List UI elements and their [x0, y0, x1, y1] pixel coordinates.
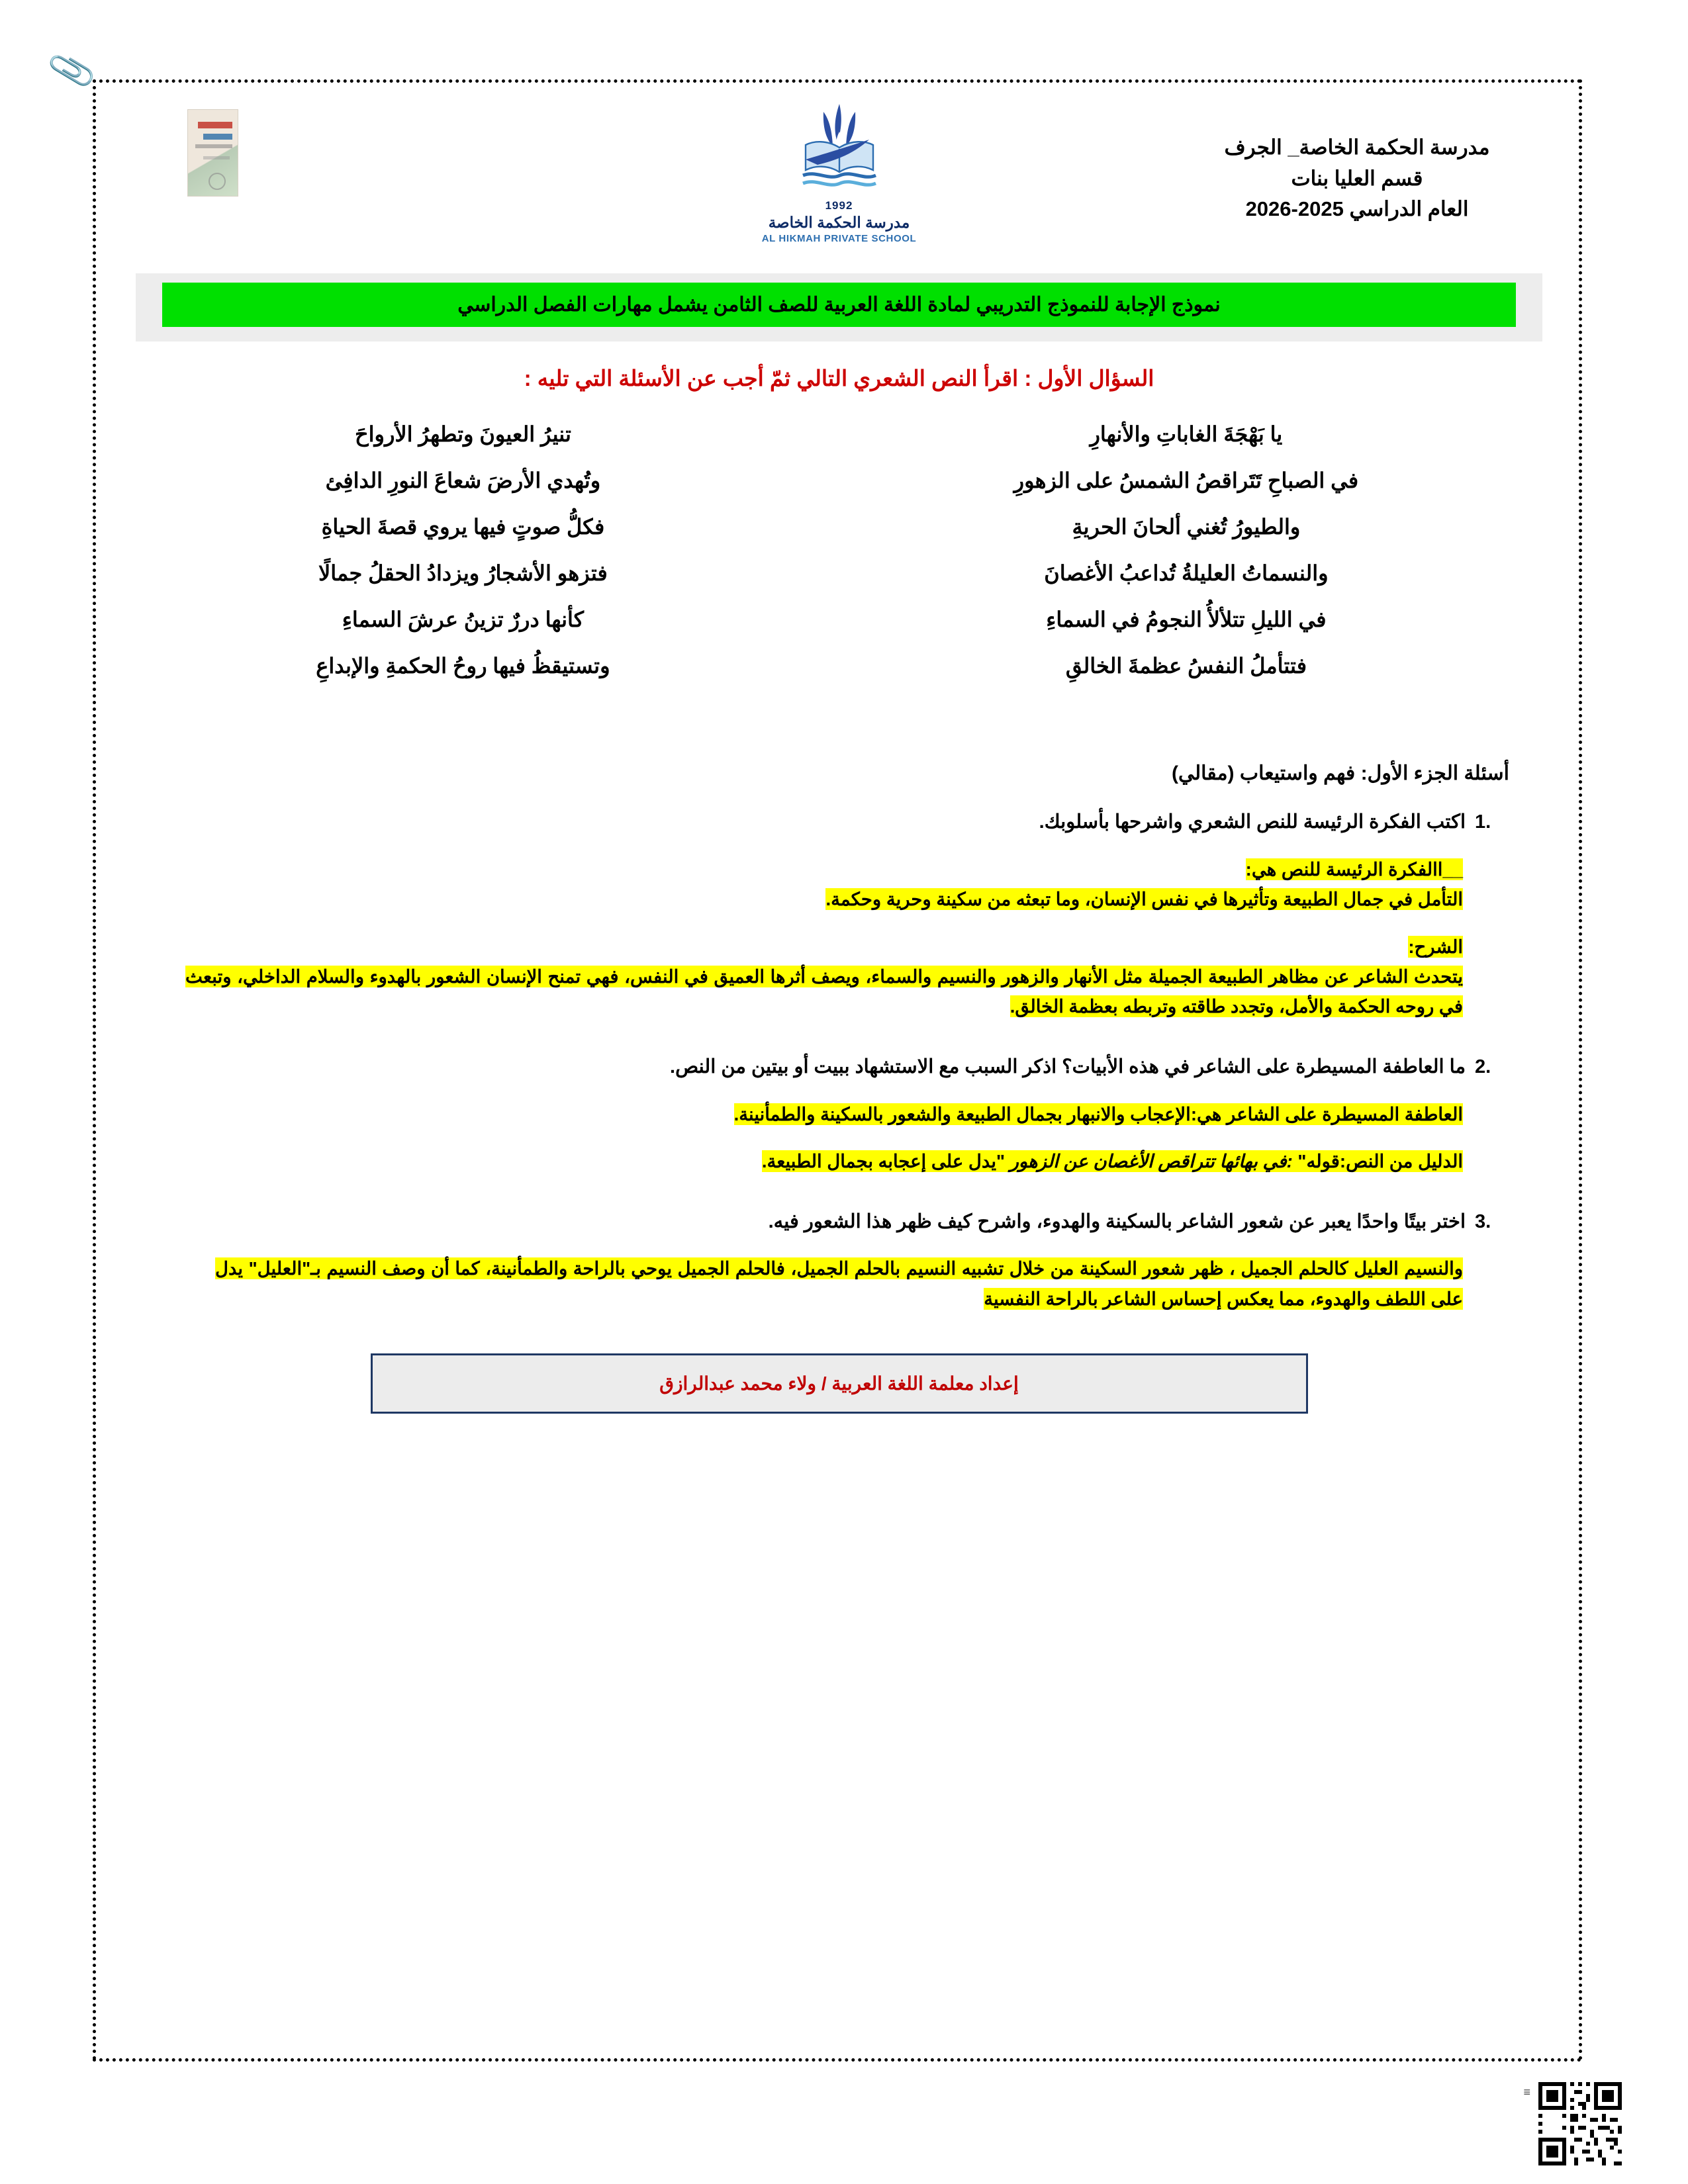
poem-table: [116, 411, 1562, 689]
qr-code-icon: [1538, 2082, 1622, 2165]
verse-hemistich-right: يا بَهْجَةَ الغاباتِ والأنهارِ: [1090, 422, 1283, 446]
main-question-heading: السؤال الأول : اقرأ النص الشعري التالي ثمّ أجب عن الأسئلة التي تليه :: [524, 366, 1154, 390]
answer-body: التأمل في جمال الطبيعة وتأثيرها في نفس الإنسان، وما تبعثه من سكينة وحرية وحكمة.: [825, 889, 1463, 910]
question-number: 1.: [1475, 811, 1491, 833]
verse-hemistich-right: فتتأملُ النفسُ عظمةَ الخالقِ: [1065, 654, 1307, 678]
evidence-prefix: الدليل من النص:قوله": [1292, 1151, 1463, 1172]
school-department: قسم العليا بنات: [1291, 166, 1423, 190]
prepared-by-text: إعداد معلمة اللغة العربية / ولاء محمد عبدالرازق: [659, 1373, 1019, 1394]
poem-verse-row: [116, 596, 1562, 643]
exam-title-banner: نموذج الإجابة للنموذج التدريبي لمادة اللغة العربية للصف الثامن يشمل مهارات الفصل الدراسي: [162, 283, 1516, 327]
verse-hemistich-right: والطيورُ تُغني ألحانَ الحريةِ: [1072, 515, 1301, 539]
answer-label: الشرح:: [1408, 936, 1463, 957]
question-number: 2.: [1475, 1056, 1491, 1077]
verse-hemistich-left: فتزهو الأشجارُ ويزدادُ الحقلُ جمالًا: [318, 561, 608, 585]
answer-2-emotion: [185, 1099, 1463, 1129]
logo-year: 1992: [825, 199, 853, 212]
verse-hemistich-left: وتستيقظُ فيها روحُ الحكمةِ والإبداعِ: [316, 654, 610, 678]
answer-2-evidence: [185, 1146, 1463, 1176]
document-content: [116, 96, 1562, 2042]
school-name: مدرسة الحكمة الخاصة_ الجرف: [1224, 136, 1490, 159]
document-header: [116, 96, 1562, 261]
answer-1-main-idea: [185, 854, 1463, 915]
answer-label: __االفكرة الرئيسة للنص هي:: [1245, 858, 1463, 880]
verse-hemistich-right: في الصباحِ تَتَراقصُ الشمسُ على الزهورِ: [1013, 469, 1359, 492]
verse-hemistich-left: فكلُّ صوتٍ فيها يروي قصةَ الحياةِ: [321, 515, 605, 539]
answer-body: العاطفة المسيطرة على الشاعر هي:الإعجاب والانبهار بجمال الطبيعة والشعور بالسكينة والطمأنينة.: [733, 1103, 1463, 1124]
question-number: 3.: [1475, 1210, 1491, 1232]
answer-body: والنسيم العليل كالحلم الجميل ، ظهر شعور السكينة من خلال تشبيه النسيم بالحلم الجميل، فالحلم الجميل يوحي بالراحة والطمأنينة، كما أن وصف النسيم بـ"العليل" يدل على اللطف والهدوء، مما يعكس إحساس الشاعر بالراحة النفسية: [215, 1258, 1463, 1309]
qr-side-mark: ≡: [1523, 2085, 1530, 2099]
academic-year: العام الدراسي 2025-2026: [1245, 197, 1469, 220]
verse-hemistich-left: تنيرُ العيونَ وتطهرُ الأرواحَ: [354, 422, 571, 446]
section-heading: أسئلة الجزء الأول: فهم واستيعاب (مقالي): [1172, 762, 1509, 784]
school-logo: [753, 101, 925, 244]
banner-container: [136, 273, 1542, 341]
poem-verse-row: [116, 550, 1562, 596]
verse-hemistich-left: وتُهدي الأرضَ شعاعَ النورِ الدافِئ: [325, 469, 601, 492]
verse-hemistich-left: كأنها دررٌ تزينُ عرشَ السماءِ: [342, 608, 585, 631]
poem-verse-row: [116, 504, 1562, 550]
answer-1-explanation: [185, 932, 1463, 1022]
poem-verse-row: [116, 411, 1562, 457]
verse-hemistich-right: والنسماتُ العليلةُ تُداعبُ الأغصانَ: [1044, 561, 1329, 585]
question-item-3: [142, 1207, 1516, 1237]
verse-hemistich-right: في الليلِ تتلألأُ النجومُ في السماءِ: [1046, 608, 1327, 631]
answer-3-verse-analysis: [215, 1253, 1463, 1314]
paperclip-icon: 📎: [45, 46, 99, 96]
school-info-block: [1152, 132, 1562, 225]
prepared-by-box: [371, 1353, 1308, 1414]
question-text: اكتب الفكرة الرئيسة للنص الشعري واشرحها بأسلوبك.: [1039, 811, 1466, 833]
question-text: اختر بيتًا واحدًا يعبر عن شعور الشاعر بالسكينة والهدوء، واشرح كيف ظهر هذا الشعور فيه.: [768, 1210, 1466, 1232]
question-item-1: [142, 807, 1516, 837]
evidence-suffix: "يدل على إعجابه بجمال الطبيعة.: [761, 1151, 1010, 1172]
logo-arabic-name: مدرسة الحكمة الخاصة: [768, 214, 910, 231]
poem-verse-row: [116, 457, 1562, 504]
promo-badge-image: [187, 109, 238, 197]
logo-english-name: AL HIKMAH PRIVATE SCHOOL: [761, 233, 917, 244]
answer-body: يتحدث الشاعر عن مظاهر الطبيعة الجميلة مثل الأنهار والزهور والنسيم والسماء، ويصف أثرها العميق في النفس، فهي تمنح الإنسان الشعور بالهدوء والسلام الداخلي، وتبعث في روحه الحكمة والأمل، وتجدد طاقته وتربطه بعظمة الخالق.: [185, 966, 1463, 1017]
poem-verse-row: [116, 643, 1562, 689]
question-item-2: [142, 1052, 1516, 1082]
evidence-quote: :في بهائها تتراقص الأغصان عن الزهور: [1009, 1151, 1293, 1172]
question-text: ما العاطفة المسيطرة على الشاعر في هذه الأبيات؟ اذكر السبب مع الاستشهاد ببيت أو بيتين من النص.: [670, 1056, 1466, 1077]
